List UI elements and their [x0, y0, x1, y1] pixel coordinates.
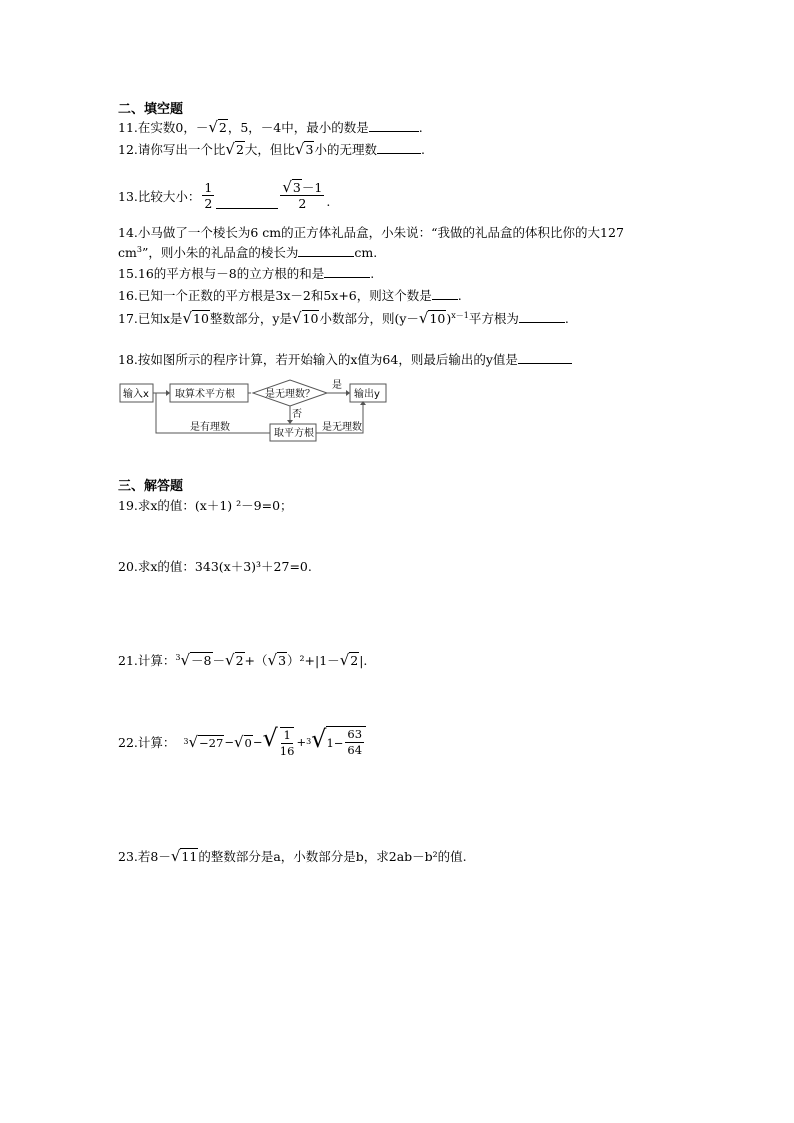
question-16: 16.已知一个正数的平方根是3x－2和5x+6，则这个数是 . [118, 288, 462, 303]
question-23: 23.若8－√11的整数部分是a，小数部分是b，求2ab－b²的值. [118, 847, 467, 865]
question-17: 17.已知x是√10整数部分，y是√10小数部分，则$(y-√10)^{x-1}$平方根为 . [118, 309, 569, 327]
section-title-solve: 三、解答题 [118, 479, 184, 494]
flow-rational: 是有理数 [190, 422, 230, 433]
question-19: 19.求x的值：(x＋1) ²－9=0； [118, 498, 293, 513]
program-flowchart [118, 378, 393, 444]
flow-step1: 取算术平方根 [175, 389, 235, 400]
flow-irrational: 是无理数 [322, 422, 362, 433]
fraction: $\frac{√3-1}{2}$ [282, 178, 323, 211]
flow-input: 输入x [123, 389, 149, 400]
sqrt: √3 [294, 140, 314, 158]
flow-no: 否 [292, 409, 302, 420]
section-title-fill-blank: 二、填空题 [118, 102, 184, 117]
answer-blank [519, 311, 565, 323]
question-21: 21.计算：$^3$√－8－√2+（√3）²+|1－√2|. [118, 651, 368, 669]
flow-yes: 是 [332, 380, 342, 391]
answer-blank [518, 352, 572, 364]
sqrt: √2 [208, 118, 227, 136]
sqrt: √2 [225, 140, 244, 158]
question-20: 20.求x的值：343(x＋3)³＋27=0. [118, 559, 312, 574]
answer-blank [369, 120, 419, 132]
answer-blank [216, 197, 278, 209]
answer-blank [298, 245, 354, 257]
question-22: 22.计算： 3 √−27 − √0 − √ $\frac{1}{16}$ + 3 √ 1− $\frac{63}{64}$ [118, 724, 366, 759]
flow-output: 输出y [354, 389, 380, 400]
question-13: 13.比较大小： $\frac{1}{2}$ $\frac{√3-1}{2}$ . [118, 178, 331, 211]
flow-decision: 是无理数？ [265, 389, 315, 400]
answer-blank [377, 142, 421, 154]
question-14-line1: 14.小马做了一个棱长为6 cm的正方体礼品盒，小朱说：“我做的礼品盒的体积比你的大127 [118, 225, 624, 240]
question-18: 18.按如图所示的程序计算，若开始输入的x值为64，则最后输出的y值是 [118, 350, 572, 368]
answer-blank [432, 288, 458, 300]
fraction: $\frac{1}{2}$ [204, 180, 213, 211]
question-14-line2: $cm^3$”，则小朱的礼品盒的棱长为 cm. [118, 244, 378, 260]
question-12: 12.请你写出一个比√2大，但比√3小的无理数 . [118, 140, 425, 158]
flow-cube-root: 取平方根 [274, 428, 314, 439]
answer-blank [324, 266, 370, 278]
question-11: 11.在实数0，－√2，5，－4中，最小的数是 . [118, 118, 423, 136]
question-15: 15.16的平方根与－8的立方根的和是 . [118, 266, 375, 281]
